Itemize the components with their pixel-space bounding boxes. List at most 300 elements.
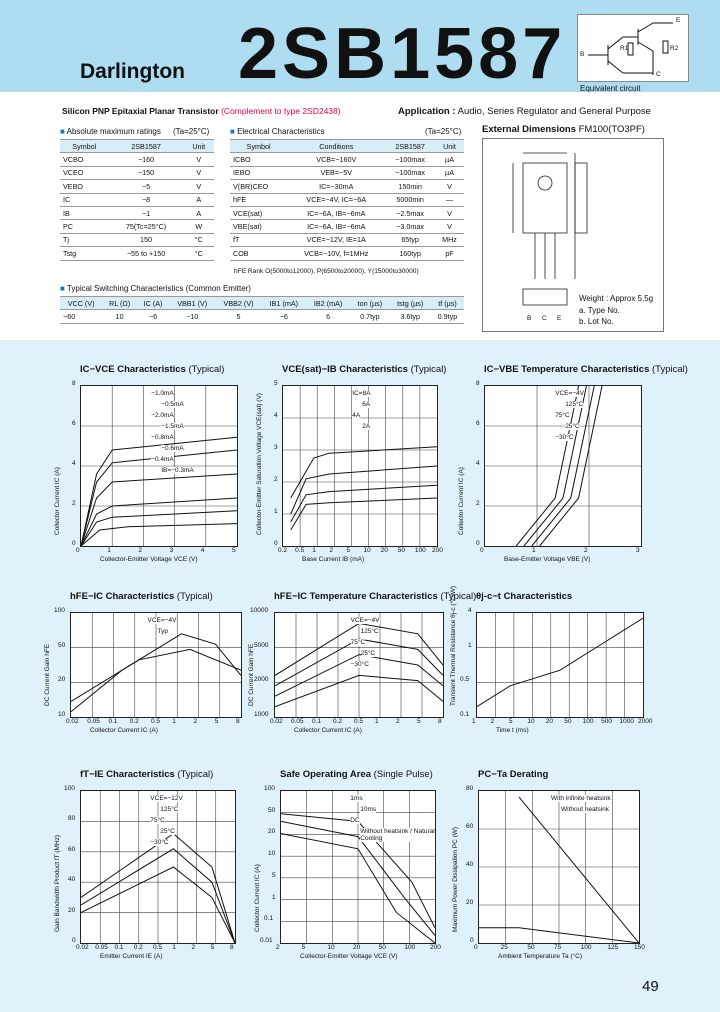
x-axis-label: Base Current IB (mA) bbox=[302, 556, 365, 563]
table-row bbox=[60, 193, 214, 206]
x-tick-label: 0.5 bbox=[151, 718, 161, 725]
x-tick-label: 1 bbox=[532, 547, 536, 554]
table-cell: VCB=−160V bbox=[287, 153, 385, 166]
y-tick-label: 80 bbox=[68, 815, 76, 823]
table-cell: VEBO bbox=[60, 180, 109, 193]
y-tick-label: 5 bbox=[272, 871, 276, 879]
x-tick-label: 1 bbox=[172, 944, 176, 951]
plot-svg bbox=[479, 791, 639, 943]
table-cell: VCE=−12V, IE=1A bbox=[287, 233, 385, 246]
y-tick-label: 0.5 bbox=[460, 676, 470, 684]
table-cell: Tj bbox=[60, 233, 109, 246]
ext-dim-label: External Dimensions bbox=[482, 124, 576, 135]
col-header: 2SB1587 bbox=[385, 140, 435, 153]
y-axis-label: DC Current Gain hFE bbox=[248, 643, 255, 706]
curve-label: 75°C bbox=[350, 639, 366, 646]
table-cell: IC=−6A, IB=−6mA bbox=[287, 220, 385, 233]
curve-label: VCE=−4V bbox=[350, 617, 380, 624]
curve-label: −0.5mA bbox=[161, 401, 184, 408]
plot-title: VCE(sat)−IB Characteristics (Typical) bbox=[282, 364, 447, 375]
table-cell: Tstg bbox=[60, 247, 109, 260]
y-axis-label: Collector-Emitter Saturation Voltage VCE(sat) (V) bbox=[256, 393, 263, 535]
x-tick-label: 1000 bbox=[619, 718, 635, 725]
complement-note: (Complement to type 2SD2438) bbox=[221, 106, 341, 116]
table-cell: 0.7typ bbox=[350, 310, 389, 323]
table-row bbox=[230, 166, 464, 179]
x-tick-label: 20 bbox=[353, 944, 361, 951]
pin-e: E bbox=[557, 315, 562, 322]
curve-label: 6A bbox=[362, 401, 371, 408]
y-tick-label: 40 bbox=[68, 876, 76, 884]
x-axis-label: Collector Current IC (A) bbox=[90, 727, 158, 734]
y-tick-label: 4 bbox=[476, 460, 480, 467]
y-axis-label: Transient Thermal Resistance θj-c (°C/W) bbox=[450, 586, 457, 706]
x-tick-label: 50 bbox=[564, 718, 572, 725]
abs-max-title: ■ Absolute maximum ratings bbox=[60, 127, 161, 136]
x-tick-label: 0.5 bbox=[354, 718, 364, 725]
table-row bbox=[60, 206, 214, 219]
plot-svg bbox=[477, 613, 643, 717]
part-number: 2SB1587 bbox=[238, 14, 567, 94]
plot-title: fT−IE Characteristics (Typical) bbox=[80, 769, 214, 780]
pin-c: C bbox=[542, 315, 547, 322]
y-tick-label: 100 bbox=[54, 607, 65, 614]
table-cell: VCEO bbox=[60, 166, 109, 179]
curve-label: −2.0mA bbox=[151, 412, 174, 419]
x-tick-label: 5 bbox=[417, 718, 421, 725]
y-tick-label: 100 bbox=[264, 785, 275, 792]
plot-title: PC−Ta Derating bbox=[478, 769, 549, 780]
y-tick-label: 4 bbox=[72, 460, 76, 467]
x-tick-label: 0.05 bbox=[95, 944, 108, 951]
x-tick-label: 5 bbox=[508, 718, 513, 725]
plot-title: Safe Operating Area (Single Pulse) bbox=[280, 769, 433, 780]
table-cell: IC=−6A, IB=−6mA bbox=[287, 206, 385, 219]
x-tick-label: 3 bbox=[636, 547, 640, 554]
x-tick-label: 0.02 bbox=[270, 718, 283, 725]
plot-area bbox=[478, 790, 640, 944]
elec-table bbox=[230, 139, 464, 261]
device-type: Silicon PNP Epitaxial Planar Transistor bbox=[62, 106, 219, 116]
curve-label: 125°C bbox=[160, 806, 179, 813]
curve-label: 1ms bbox=[350, 795, 363, 802]
x-tick-label: 10 bbox=[363, 547, 371, 554]
table-cell: −6 bbox=[137, 310, 169, 323]
x-tick-label: 2 bbox=[396, 718, 400, 725]
table-cell: VCE(sat) bbox=[230, 206, 287, 219]
y-tick-label: 20 bbox=[58, 676, 66, 684]
y-tick-label: 0 bbox=[470, 937, 474, 944]
table-cell: −160 bbox=[109, 153, 184, 166]
x-tick-label: 125 bbox=[607, 944, 619, 951]
table-row bbox=[230, 247, 464, 260]
x-tick-label: 0 bbox=[474, 944, 478, 951]
x-tick-label: 100 bbox=[580, 944, 592, 951]
x-tick-label: 200 bbox=[430, 944, 441, 951]
x-tick-label: 0 bbox=[480, 547, 484, 554]
table-cell: 160typ bbox=[385, 247, 435, 260]
table-cell: COB bbox=[230, 247, 287, 260]
table-cell: V(BR)CEO bbox=[230, 180, 287, 193]
plot-svg bbox=[71, 613, 241, 717]
x-tick-label: 2 bbox=[193, 718, 198, 725]
x-tick-label: 100 bbox=[582, 718, 594, 725]
x-tick-label: 0.2 bbox=[278, 547, 288, 554]
series-curve bbox=[519, 797, 639, 943]
page-number: 49 bbox=[642, 978, 659, 995]
y-axis-label: Collector Current IC (A) bbox=[54, 467, 61, 535]
table-cell: VCE=−4V, IC=−6A bbox=[287, 193, 385, 206]
table-row bbox=[60, 180, 214, 193]
plot-title: IC−VCE Characteristics (Typical) bbox=[80, 364, 225, 375]
plot-area bbox=[282, 385, 438, 547]
x-tick-label: 50 bbox=[378, 944, 386, 951]
curve-label: DC bbox=[350, 817, 360, 824]
table-cell: °C bbox=[184, 247, 214, 260]
y-tick-label: 40 bbox=[466, 861, 474, 868]
series-curve bbox=[477, 618, 643, 706]
table-row bbox=[230, 220, 464, 233]
x-tick-label: 0.5 bbox=[295, 547, 305, 554]
pin-b: B bbox=[527, 315, 532, 322]
table-row bbox=[230, 233, 464, 246]
col-header: IC (A) bbox=[137, 297, 169, 310]
col-header: Unit bbox=[435, 140, 464, 153]
x-tick-label: 5 bbox=[346, 547, 351, 554]
x-tick-label: 8 bbox=[230, 944, 234, 951]
plot-svg bbox=[81, 386, 237, 546]
hfe-rank: hFE Rank O(5000to12000), P(6500to20000), Y(15000to30000) bbox=[234, 268, 419, 275]
table-cell: 6 bbox=[306, 310, 350, 323]
table-cell: V bbox=[435, 180, 464, 193]
curve-label: −30°C bbox=[350, 661, 369, 668]
table-row bbox=[230, 180, 464, 193]
x-axis-label: Collector Current IC (A) bbox=[294, 727, 362, 734]
x-tick-label: 50 bbox=[527, 944, 535, 951]
y-tick-label: 60 bbox=[68, 845, 76, 853]
curve-label: IC=8A bbox=[352, 390, 371, 397]
x-tick-label: 20 bbox=[380, 547, 388, 554]
plot-area bbox=[70, 612, 242, 718]
curve-label: −30°C bbox=[150, 839, 169, 846]
x-tick-label: 2000 bbox=[638, 718, 653, 725]
curve-label: 75°C bbox=[555, 412, 570, 419]
col-header: Conditions bbox=[287, 140, 385, 153]
table-cell: 5 bbox=[215, 310, 261, 323]
y-tick-label: 8 bbox=[476, 380, 480, 387]
y-axis-label: Gain Bandwidth Product fT (MHz) bbox=[54, 834, 61, 932]
x-tick-label: 8 bbox=[438, 718, 442, 725]
curve-label: With infinite heatsink bbox=[551, 795, 611, 802]
table-cell: IC bbox=[60, 193, 109, 206]
x-tick-label: 2 bbox=[138, 547, 143, 554]
table-cell: 150 bbox=[109, 233, 184, 246]
x-tick-label: 100 bbox=[414, 547, 426, 554]
table-cell: 0.9typ bbox=[431, 310, 464, 323]
table-cell: −2.5max bbox=[385, 206, 435, 219]
table-cell: PC bbox=[60, 220, 109, 233]
package-drawing bbox=[482, 138, 664, 332]
table-cell: −6 bbox=[262, 310, 306, 323]
table-cell: VCBO bbox=[60, 153, 109, 166]
table-cell: IC=−30mA bbox=[287, 180, 385, 193]
y-tick-label: 0 bbox=[72, 540, 76, 547]
table-row bbox=[60, 166, 214, 179]
series-curve bbox=[81, 511, 237, 546]
table-row bbox=[60, 310, 464, 323]
y-tick-label: 10 bbox=[58, 711, 66, 718]
curve-label: 10ms bbox=[360, 806, 377, 813]
x-tick-label: 10 bbox=[527, 718, 535, 725]
eq-r2: R2 bbox=[670, 45, 679, 52]
curve-label: 75°C bbox=[150, 817, 165, 824]
table-cell: −60 bbox=[60, 310, 102, 323]
x-tick-label: 0.02 bbox=[76, 944, 89, 951]
col-header: Symbol bbox=[230, 140, 287, 153]
y-tick-label: 0.01 bbox=[260, 937, 273, 944]
x-tick-label: 0.2 bbox=[133, 944, 143, 951]
x-tick-label: 0.2 bbox=[129, 718, 139, 725]
equivalent-circuit bbox=[577, 14, 689, 82]
x-tick-label: 2 bbox=[329, 547, 333, 554]
x-tick-label: 4 bbox=[200, 547, 205, 554]
table-cell: VBE(sat) bbox=[230, 220, 287, 233]
table-row bbox=[230, 153, 464, 166]
y-tick-label: 1 bbox=[468, 641, 472, 649]
curve-label: VCE=−4V bbox=[555, 390, 585, 397]
y-tick-label: 0.1 bbox=[460, 711, 470, 718]
y-tick-label: 1 bbox=[274, 508, 278, 515]
y-axis-label: Collector Current IC (A) bbox=[458, 467, 465, 535]
x-tick-label: 8 bbox=[236, 718, 240, 725]
y-tick-label: 50 bbox=[268, 806, 276, 814]
plot-title: hFE−IC Characteristics (Typical) bbox=[70, 591, 213, 602]
y-tick-label: 20 bbox=[268, 828, 276, 836]
x-tick-label: 150 bbox=[634, 944, 645, 951]
x-tick-label: 100 bbox=[404, 944, 416, 951]
y-axis-label: Maximum Power Dissipation PC (W) bbox=[452, 826, 459, 932]
eq-pin-b: B bbox=[580, 51, 585, 58]
abs-max-cond: (Ta=25°C) bbox=[173, 127, 210, 136]
table-cell: A bbox=[184, 193, 214, 206]
curve-label: VCE=−4V bbox=[147, 617, 177, 624]
table-cell: −5 bbox=[109, 180, 184, 193]
y-tick-label: 80 bbox=[466, 785, 474, 792]
table-row bbox=[60, 233, 214, 246]
table-cell: V bbox=[184, 166, 214, 179]
col-header: VCC (V) bbox=[60, 297, 102, 310]
y-tick-label: 5000 bbox=[254, 641, 269, 649]
curve-label: −1.5mA bbox=[161, 423, 184, 430]
x-tick-label: 2 bbox=[584, 547, 588, 554]
elec-title: ■ Electrical Characteristics bbox=[230, 127, 325, 136]
y-tick-label: 2000 bbox=[254, 676, 269, 684]
plot-svg bbox=[283, 386, 437, 546]
y-tick-label: 4 bbox=[274, 412, 278, 419]
y-axis-label: DC Current Gain hFE bbox=[44, 643, 51, 706]
table-cell: V bbox=[184, 153, 214, 166]
y-axis-label: Collector Current IC (A) bbox=[254, 864, 261, 932]
switching-table bbox=[60, 296, 464, 324]
x-tick-label: 5 bbox=[210, 944, 215, 951]
x-tick-label: 50 bbox=[397, 547, 405, 554]
y-tick-label: 100 bbox=[64, 785, 75, 792]
curve-label: 125°C bbox=[360, 628, 379, 635]
table-cell: −1 bbox=[109, 206, 184, 219]
curve-label: Without heatsink bbox=[561, 806, 610, 813]
y-tick-label: 0 bbox=[72, 937, 76, 944]
table-cell: ICBO bbox=[230, 153, 287, 166]
device-description bbox=[62, 106, 341, 116]
table-cell: W bbox=[184, 220, 214, 233]
x-tick-label: 10 bbox=[327, 944, 335, 951]
x-tick-label: 1 bbox=[172, 718, 176, 725]
y-tick-label: 60 bbox=[466, 823, 474, 830]
y-tick-label: 10000 bbox=[250, 607, 269, 614]
table-cell: 3.6typ bbox=[390, 310, 431, 323]
x-axis-label: Base-Emitter Voltage VBE (V) bbox=[504, 556, 591, 563]
table-row bbox=[230, 206, 464, 219]
abs-max-table bbox=[60, 139, 214, 261]
application-label: Application : bbox=[398, 106, 456, 117]
x-tick-label: 5 bbox=[301, 944, 306, 951]
y-tick-label: 50 bbox=[58, 641, 66, 649]
x-tick-label: 3 bbox=[169, 547, 174, 554]
curve-label: 25°C bbox=[160, 828, 175, 835]
y-tick-label: 2 bbox=[274, 476, 278, 483]
curve-label: −0.4mA bbox=[151, 456, 174, 463]
x-tick-label: 0.05 bbox=[291, 718, 304, 725]
table-cell: °C bbox=[184, 233, 214, 246]
col-header: VBB2 (V) bbox=[215, 297, 261, 310]
x-tick-label: 2 bbox=[490, 718, 495, 725]
application-line bbox=[398, 106, 651, 117]
x-axis-label: Ambient Temperature Ta (°C) bbox=[498, 953, 583, 960]
curve-label: Without heatsink / Natural Cooling bbox=[360, 828, 435, 842]
col-header: 2SB1587 bbox=[109, 140, 184, 153]
x-tick-label: 20 bbox=[545, 718, 553, 725]
table-cell: 5000min bbox=[385, 193, 435, 206]
table-cell: — bbox=[435, 193, 464, 206]
ext-dim-package: FM100(TO3PF) bbox=[578, 124, 645, 135]
x-tick-label: 0.5 bbox=[153, 944, 163, 951]
x-tick-label: 0.02 bbox=[66, 718, 79, 725]
x-tick-label: 5 bbox=[232, 547, 236, 554]
x-tick-label: 5 bbox=[214, 718, 219, 725]
curve-label: VCE=−12V bbox=[150, 795, 183, 802]
curve-label: 2A bbox=[362, 423, 371, 430]
x-axis-label: Time t (ms) bbox=[496, 727, 529, 734]
curve-label: Typ bbox=[157, 628, 168, 635]
plot-area bbox=[80, 385, 238, 547]
table-cell: A bbox=[184, 206, 214, 219]
x-axis-label: Emitter Current IE (A) bbox=[100, 953, 163, 960]
y-tick-label: 2 bbox=[476, 500, 480, 507]
x-tick-label: 500 bbox=[601, 718, 612, 725]
series-curve bbox=[291, 447, 437, 498]
col-header: VBB1 (V) bbox=[169, 297, 215, 310]
external-dimensions-title bbox=[482, 124, 645, 135]
x-tick-label: 0.1 bbox=[114, 944, 124, 951]
col-header: Symbol bbox=[60, 140, 109, 153]
elec-cond: (Ta=25°C) bbox=[425, 127, 462, 136]
x-tick-label: 0.1 bbox=[108, 718, 118, 725]
x-tick-label: 1 bbox=[107, 547, 111, 554]
plot-area bbox=[476, 612, 644, 718]
table-cell: VCB=−10V, f=1MHz bbox=[287, 247, 385, 260]
x-tick-label: 2 bbox=[276, 944, 280, 951]
y-tick-label: 1000 bbox=[254, 711, 269, 718]
plot-svg bbox=[81, 791, 235, 943]
table-cell: fT bbox=[230, 233, 287, 246]
curve-label: IB=−0.3mA bbox=[161, 467, 194, 474]
series-curve bbox=[81, 524, 237, 546]
plot-svg bbox=[281, 791, 435, 943]
y-tick-label: 20 bbox=[466, 899, 474, 906]
y-tick-label: 8 bbox=[72, 380, 76, 387]
col-header: ton (µs) bbox=[350, 297, 389, 310]
table-cell: −10 bbox=[169, 310, 215, 323]
col-header: RL (Ω) bbox=[102, 297, 137, 310]
y-tick-label: 10 bbox=[268, 850, 276, 858]
y-tick-label: 2 bbox=[72, 500, 76, 507]
table-row bbox=[60, 220, 214, 233]
table-cell: 65typ bbox=[385, 233, 435, 246]
col-header: tstg (µs) bbox=[390, 297, 431, 310]
curve-label: 4A bbox=[352, 412, 361, 419]
x-tick-label: 0.1 bbox=[312, 718, 322, 725]
application-text: Audio, Series Regulator and General Purpose bbox=[457, 106, 651, 117]
table-cell: µA bbox=[435, 166, 464, 179]
plot-area bbox=[274, 612, 444, 718]
plot-title: IC−VBE Temperature Characteristics (Typical) bbox=[484, 364, 688, 375]
marking-b: b. Lot No. bbox=[579, 317, 614, 326]
table-cell: 150min bbox=[385, 180, 435, 193]
curve-label: 25°C bbox=[565, 423, 580, 430]
table-row bbox=[60, 247, 214, 260]
table-cell: 75(Tc=25°C) bbox=[109, 220, 184, 233]
marking-a: a. Type No. bbox=[579, 306, 620, 315]
y-tick-label: 6 bbox=[476, 420, 480, 427]
curve-label: −0.8mA bbox=[151, 434, 174, 441]
table-cell: pF bbox=[435, 247, 464, 260]
table-cell: −150 bbox=[109, 166, 184, 179]
x-tick-label: 75 bbox=[554, 944, 562, 951]
x-tick-label: 200 bbox=[432, 547, 443, 554]
table-cell: V bbox=[435, 220, 464, 233]
x-tick-label: 1 bbox=[472, 718, 476, 725]
table-cell: −100max bbox=[385, 166, 435, 179]
y-tick-label: 4 bbox=[468, 607, 472, 614]
eq-pin-e: E bbox=[676, 17, 681, 24]
plot-area bbox=[484, 385, 642, 547]
weight: Weight : Approx 5.5g bbox=[579, 294, 654, 303]
table-cell: MHz bbox=[435, 233, 464, 246]
x-tick-label: 1 bbox=[375, 718, 379, 725]
curve-label: −1.0mA bbox=[151, 390, 174, 397]
x-tick-label: 1 bbox=[312, 547, 316, 554]
plot-title: θj-c−t Characteristics bbox=[476, 591, 573, 602]
series-curve bbox=[81, 450, 237, 546]
x-tick-label: 25 bbox=[500, 944, 508, 951]
curve-label: 25°C bbox=[360, 650, 376, 657]
table-cell: VEB=−5V bbox=[287, 166, 385, 179]
equivalent-circuit-label: Equivalent circuit bbox=[580, 84, 641, 93]
curve-label: −0.6mA bbox=[161, 445, 184, 452]
table-cell: −3.0max bbox=[385, 220, 435, 233]
col-header: IB2 (mA) bbox=[306, 297, 350, 310]
table-cell: IB bbox=[60, 206, 109, 219]
